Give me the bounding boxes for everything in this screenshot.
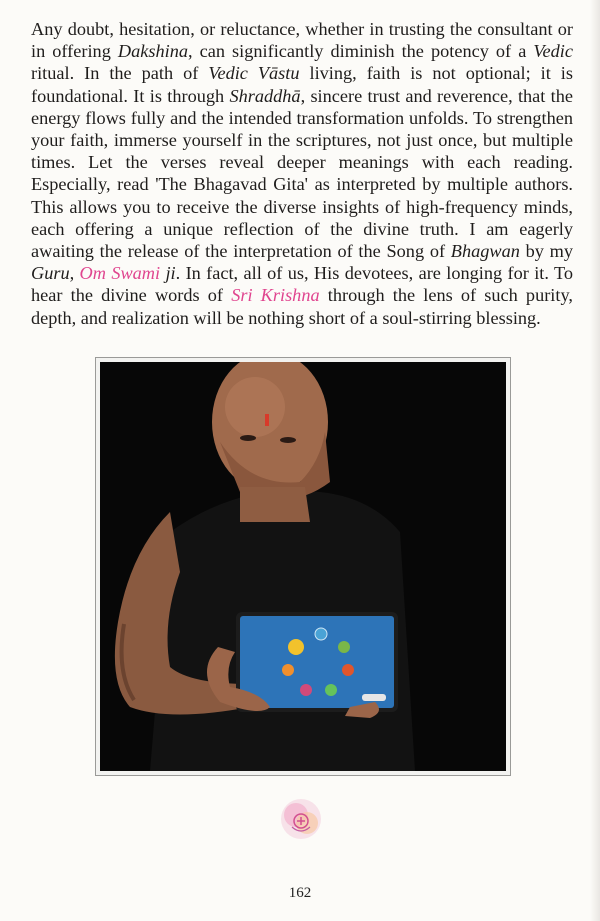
- term-vedic-vastu: Vedic Vāstu: [208, 63, 300, 84]
- name-sri-krishna: Sri Krishna: [231, 285, 320, 306]
- portrait-photo: [100, 362, 506, 771]
- name-om-swami: Om Swami: [79, 263, 161, 284]
- term-guru: Guru,: [31, 263, 75, 284]
- term-ji: ji: [165, 263, 176, 284]
- text-run: through the lens of such purity, depth, and realization will be nothing short of a soul-stirring blessing.: [31, 285, 573, 328]
- photo-frame: [96, 358, 510, 775]
- text-run: ritual. In the path of: [31, 63, 209, 84]
- page-number: 162: [288, 885, 312, 901]
- term-vedic: Vedic: [533, 41, 573, 62]
- text-run: , can significantly diminish the potency of a: [187, 41, 534, 62]
- page-edge-shadow: [590, 0, 600, 921]
- text-run: by my: [519, 241, 573, 262]
- text-run: Any doubt, hesitation, or reluctance, whether in trusting the consultant or in offering: [31, 19, 573, 62]
- term-shraddha: Shraddhā: [229, 85, 301, 106]
- text-run: living, faith is not optional; it is foundational. It is through: [31, 63, 573, 106]
- tablet-device: [236, 612, 398, 712]
- term-bhagwan: Bhagwan: [450, 241, 520, 262]
- lotus-ornament-icon: [274, 795, 328, 843]
- text-run: , sincere trust and reverence, that the energy flows fully and the intended transformation unfolds. To strengthen your faith, immerse yourself in the scriptures, not just once, but multiple times. Let the verses reveal deeper meanings with each reading. Especially, read 'The Bhagavad Gita' as interpreted by multiple authors. This allows you to receive the diverse insights of high-frequency minds, each offering a unique reflection of the divine truth. I am eagerly awaiting the release of the interpretation of the Song of: [31, 85, 574, 262]
- term-dakshina: Dakshina: [117, 41, 188, 62]
- text-run: . In fact, all of us, His devotees, are longing for it. To hear the divine words of: [31, 263, 573, 306]
- body-paragraph: [31, 18, 573, 329]
